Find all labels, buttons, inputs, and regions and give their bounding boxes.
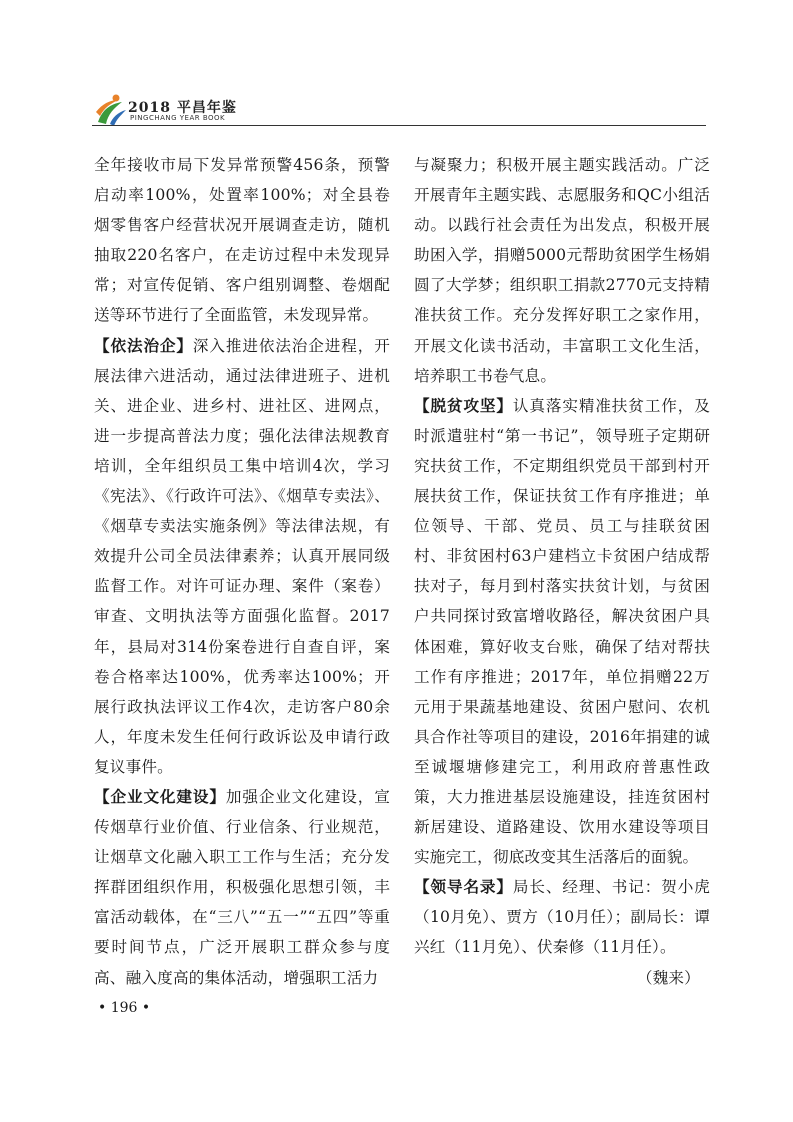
- section-leadership-list: [414, 872, 710, 962]
- yearbook-subtitle: PINGCHANG YEAR BOOK: [130, 114, 226, 122]
- right-column: [414, 150, 710, 993]
- page-number: • 196 •: [98, 1000, 151, 1016]
- paragraph-culture-continued: 与凝聚力；积极开展主题实践活动。广泛开展青年主题实践、志愿服务和QC小组活动。以践行社会责任为出发点，积极开展助困入学，捐赠5000元帮助贫困学生杨娟圆了大学梦；组织职工捐款2770元支持精准扶贫工作。充分发挥好职工之家作用，开展文化读书活动，丰富职工文化生活，培养职工书卷气息。: [414, 156, 710, 385]
- section-poverty-alleviation: [414, 391, 710, 873]
- author-credit: （魏来）: [636, 968, 700, 987]
- paragraph-warning-stats: 全年接收市局下发异常预警456条，预警启动率100%，处置率100%；对全县卷烟零售客户经营状况开展调查走访，随机抽取220名客户，在走访过程中未发现异常；对宣传促销、客户组别调整、卷烟配送等环节进行了全面监管，未发现异常。: [94, 156, 390, 325]
- section-heading: 【脱贫攻坚】: [414, 396, 513, 415]
- yearbook-logo-icon: [92, 92, 130, 128]
- section-heading: 【领导名录】: [414, 878, 513, 897]
- yearbook-title: 2018 平昌年鉴: [128, 100, 237, 116]
- section-body: 局长、经理、书记：贺小虎（10月免）、贾方（10月任）；副局长：谭兴红（11月免）、伏秦修（11月任）。: [414, 878, 711, 957]
- section-heading: 【依法治企】: [94, 336, 193, 355]
- page-header: [92, 92, 706, 128]
- left-column: [94, 150, 390, 993]
- section-corporate-culture: [94, 782, 390, 993]
- section-heading: 【企业文化建设】: [94, 787, 226, 806]
- section-body: 认真落实精准扶贫工作，及时派遣驻村“第一书记”，领导班子定期研究扶贫工作，不定期组织党员干部到村开展扶贫工作，保证扶贫工作有序推进；单位领导、干部、党员、员工与挂联贫困村、非贫困村63户建档立卡贫困户结成帮扶对子，每月到村落实扶贫计划，与贫困户共同探讨致富增收路径，解决贫困户具体困难，算好收支台账，确保了结对帮扶工作有序推进；2017年，单位捐赠22万元用于果蔬基地建设、贫困户慰问、农机具合作社等项目的建设，2016年捐建的诚至诚堰塘修建完工，利用政府普惠性政策，大力推进基层设施建设，挂连贫困村新居建设、道路建设、饮用水建设等项目实施完工，彻底改变其生活落后的面貌。: [414, 396, 711, 867]
- section-law-governance: [94, 331, 390, 782]
- header-divider: [92, 125, 706, 126]
- section-body: 加强企业文化建设，宣传烟草行业价值、行业信条、行业规范，让烟草文化融入职工工作与生活；充分发挥群团组织作用，积极强化思想引领，丰富活动载体，在“三八”“五一”“五四”等重要时间节点，广泛开展职工群众参与度高、融入度高的集体活动，增强职工活力: [94, 787, 390, 987]
- section-body: 深入推进依法治企进程，开展法律六进活动，通过法律进班子、进机关、进企业、进乡村、进社区、进网点，进一步提高普法力度；强化法律法规教育培训，全年组织员工集中培训4次，学习《宪法》、《行政许可法》、《烟草专卖法》、《烟草专卖法实施条例》等法律法规，有效提升公司全员法律素养；认真开展同级监督工作。对许可证办理、案件（案卷）审查、文明执法等方面强化监督。2017年，县局对314份案卷进行自查自评，案卷合格率达100%，优秀率达100%；开展行政执法评议工作4次，走访客户80余人，年度未发生任何行政诉讼及申请行政复议事件。: [94, 336, 391, 776]
